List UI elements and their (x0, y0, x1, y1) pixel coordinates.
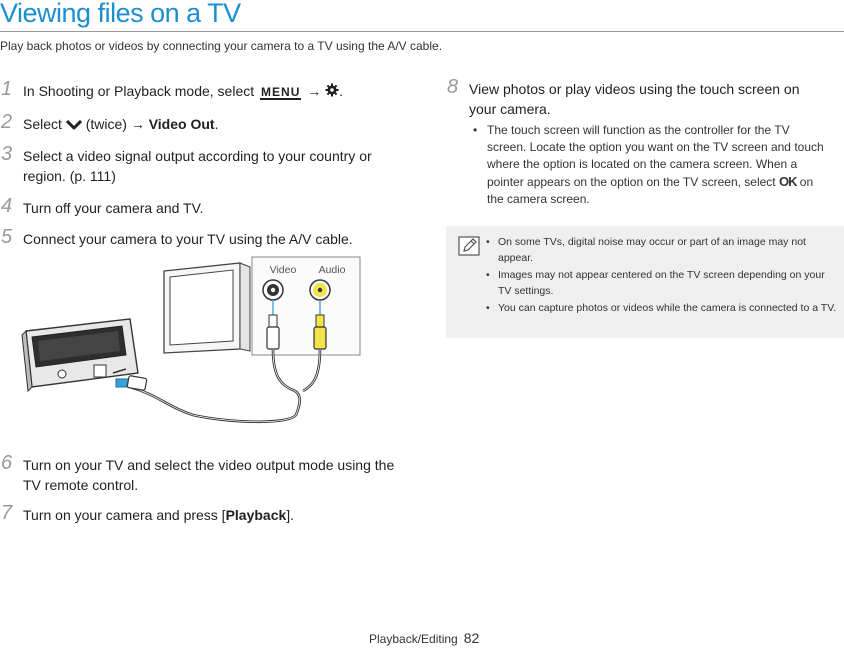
note-item: • You can capture photos or videos while the camera is connected to a TV. (498, 300, 838, 316)
multi-connector-plug (116, 376, 147, 391)
step-4: 4 Turn off your camera and TV. (1, 195, 204, 217)
page-footer (369, 630, 479, 646)
step-2: 2 Select (twice) → Video Out. (23, 114, 403, 135)
settings-gear-icon (325, 82, 339, 102)
step-number: 4 (1, 195, 13, 217)
step-number: 6 (1, 452, 13, 474)
ok-button-icon: OK (778, 174, 797, 189)
video-port-label: Video (269, 264, 297, 276)
footer-section: Playback/Editing (369, 632, 458, 646)
video-plug (267, 327, 279, 349)
step-number: 2 (1, 111, 13, 133)
av-cable-connection-diagram (18, 255, 363, 435)
page-number: 82 (463, 630, 480, 646)
audio-plug (314, 327, 326, 349)
step-7: 7 Turn on your camera and press [Playback]. (1, 502, 295, 524)
page-subtitle: Play back photos or videos by connecting your camera to a TV using the A/V cable. (0, 39, 443, 53)
note-item: • On some TVs, digital noise may occur or part of an image may not appear. (498, 234, 838, 266)
menu-button-icon: MENU (261, 85, 301, 99)
chevron-down-icon (66, 115, 82, 135)
step-8-bullets (487, 122, 827, 208)
step-5: 5 Connect your camera to your TV using the A/V cable. (1, 226, 353, 248)
step-number: 5 (1, 226, 13, 248)
note-list (498, 234, 838, 317)
title-divider (0, 31, 844, 32)
note-item: • Images may not appear centered on the TV screen depending on your TV settings. (498, 267, 838, 299)
step-number: 3 (1, 143, 13, 165)
step-1: 1 In Shooting or Playback mode, select MENU → . (23, 81, 403, 102)
note-box (446, 226, 844, 338)
step-number: 8 (447, 76, 459, 98)
tv-illustration (164, 263, 250, 353)
bullet-item: • The touch screen will function as the controller for the TV screen. Locate the option you want on the TV screen and touch where the option is located on the camera screen. When a pointer appears on the option on the TV screen, select OK on the camera screen. (487, 122, 827, 208)
note-pencil-icon (458, 236, 480, 261)
step-8: 8 View photos or play videos using the touch screen on your camera. (447, 76, 800, 117)
step-number: 1 (1, 78, 13, 100)
step-number: 7 (1, 502, 13, 524)
step-3: 3 Select a video signal output according to your country or region. (p. 111) (1, 143, 372, 184)
page-title: Viewing files on a TV (0, 0, 241, 28)
step-6: 6 Turn on your TV and select the video output mode using the TV remote control. (1, 452, 395, 493)
audio-port-label: Audio (318, 264, 346, 276)
tv-av-input-panel (252, 257, 360, 355)
